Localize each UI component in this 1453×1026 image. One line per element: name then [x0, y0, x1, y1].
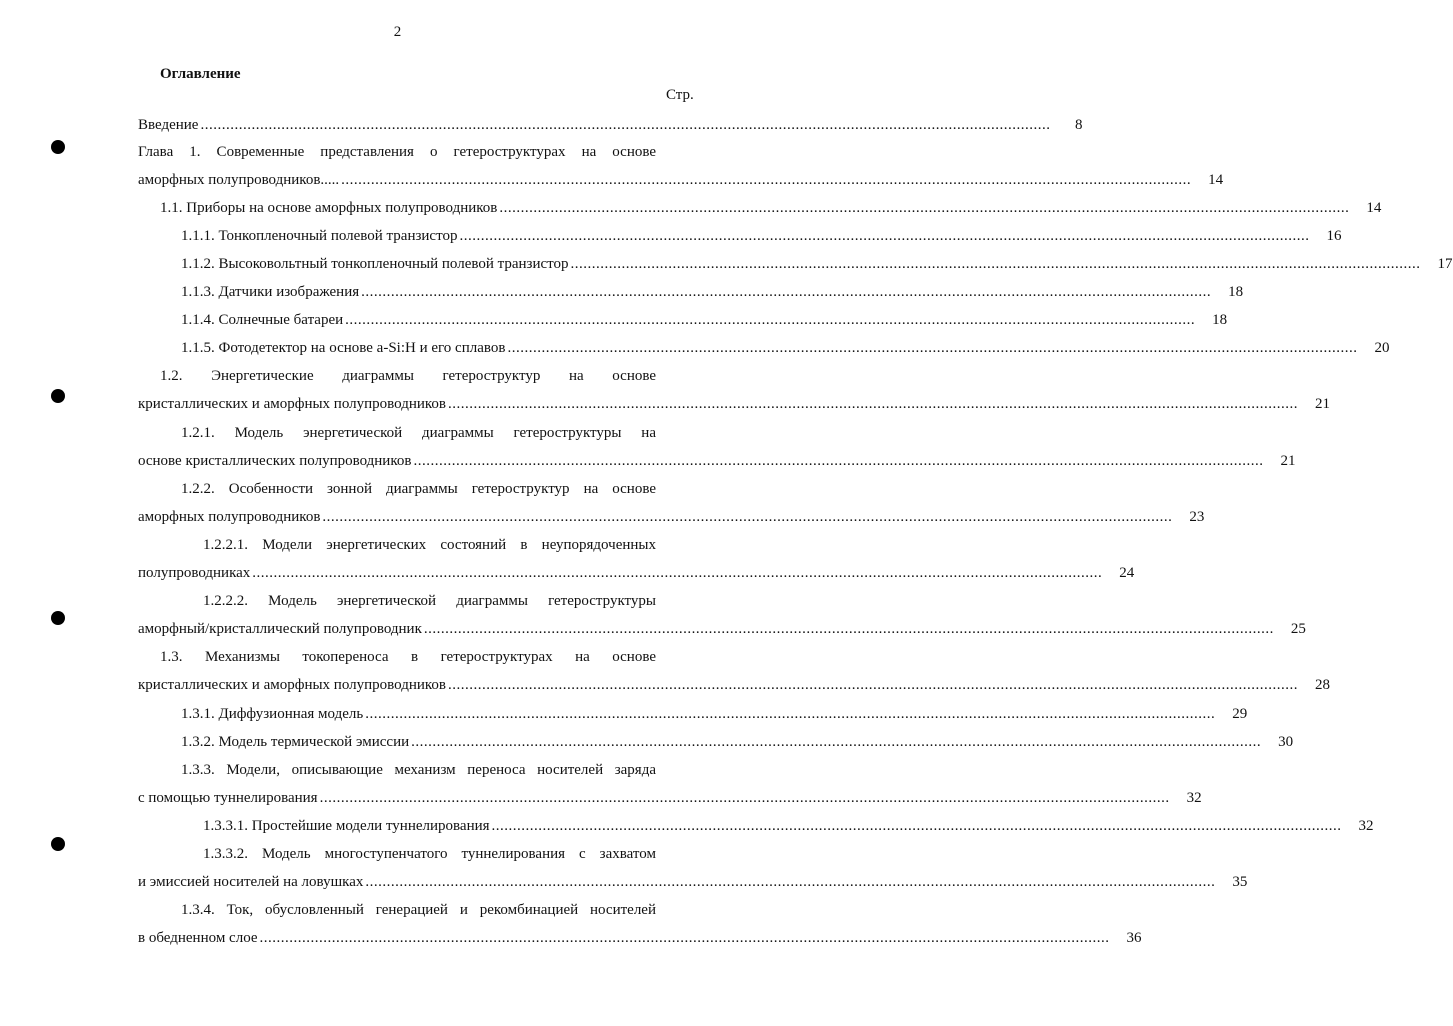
toc-entry-line	[138, 618, 1306, 640]
toc-entry-text: Введение	[138, 117, 199, 133]
toc-page-number: 32	[1358, 818, 1374, 834]
toc-entry-text: 1.2.1. Модель энергетической диаграммы гетероструктуры на	[181, 425, 656, 441]
toc-entry-line	[138, 281, 1244, 303]
toc-entry-line	[138, 365, 686, 387]
toc-entry-text: с помощью туннелирования	[138, 790, 318, 806]
toc-entry-line	[138, 899, 686, 921]
toc-entry-line	[138, 927, 1142, 949]
toc-entry-text: 1.1.4. Солнечные батареи	[181, 312, 344, 328]
toc-entry-line	[138, 253, 1453, 275]
toc-entry-line	[138, 393, 1330, 415]
toc-page-number: 8	[1074, 117, 1083, 133]
toc-page-number: 16	[1326, 228, 1342, 244]
toc-entry-line	[138, 422, 686, 444]
toc-entry-text: в обедненном слое	[138, 930, 258, 946]
toc-entry-text: кристаллических и аморфных полупроводников	[138, 396, 446, 412]
toc-entry-line	[138, 843, 686, 865]
dot-leader: ........................................................................................................................................................................................................	[413, 453, 1264, 469]
dot-leader: ........................................................................................................................................................................................................	[459, 228, 1310, 244]
toc-page-number: 20	[1374, 340, 1390, 356]
toc-entry-text: аморфных полупроводников	[138, 509, 321, 525]
toc-entry-text: 1.3.4. Ток, обусловленный генерацией и рекомбинацией носителей	[181, 902, 656, 918]
toc-page-number: 36	[1126, 930, 1142, 946]
toc-page-number: 24	[1119, 565, 1135, 581]
toc-entry-text: 1.1.1. Тонкопленочный полевой транзистор	[181, 228, 458, 244]
toc-page-number: 28	[1314, 677, 1330, 693]
toc-page-number: 14	[1208, 172, 1224, 188]
toc-entry-text: Глава 1. Современные представления о гетероструктурах на основе	[138, 144, 656, 160]
dot-leader: ........................................................................................................................................................................................................	[570, 256, 1421, 272]
toc-entry-line	[138, 815, 1374, 837]
binder-hole-1	[51, 140, 65, 154]
dot-leader: ........................................................................................................................................................................................................	[322, 509, 1173, 525]
dot-leader: ........................................................................................................................................................................................................	[411, 734, 1262, 750]
dot-leader: ........................................................................................................................................................................................................	[447, 677, 1298, 693]
toc-entry-text: 1.3.2. Модель термической эмиссии	[181, 734, 410, 750]
toc-entry-text: аморфный/кристаллический полупроводник	[138, 621, 422, 637]
page-column-label: Стр.	[666, 87, 694, 103]
toc-page-number: 30	[1278, 734, 1294, 750]
toc-entry-text: 1.2. Энергетические диаграммы гетероструктур на основе	[160, 368, 656, 384]
page-number: 2	[393, 24, 402, 40]
binder-hole-2	[51, 389, 65, 403]
binder-hole-4	[51, 837, 65, 851]
toc-entry-line	[138, 450, 1296, 472]
toc-entry-text: 1.3.3. Модели, описывающие механизм переноса носителей заряда	[181, 762, 656, 778]
toc-entry-line	[138, 506, 1205, 528]
dot-leader: ........................................................................................................................................................................................................	[361, 284, 1212, 300]
toc-entry-line	[138, 871, 1248, 893]
toc-entry-text: 1.1. Приборы на основе аморфных полупроводников	[160, 200, 498, 216]
toc-entry-line	[138, 562, 1135, 584]
toc-heading: Оглавление	[160, 66, 241, 82]
toc-entry-text: 1.1.2. Высоковольтный тонкопленочный полевой транзистор	[181, 256, 569, 272]
toc-entry-line	[138, 646, 686, 668]
binder-hole-3	[51, 611, 65, 625]
toc-entry-line	[138, 309, 1228, 331]
toc-entry-line	[138, 197, 1382, 219]
toc-entry-line	[138, 534, 686, 556]
toc-entry-text: 1.3. Механизмы токопереноса в гетероструктурах на основе	[160, 649, 656, 665]
toc-page-number: 32	[1186, 790, 1202, 806]
toc-entry-line	[138, 337, 1390, 359]
toc-page-number: 21	[1314, 396, 1330, 412]
toc-entry-line	[138, 169, 1224, 191]
dot-leader: ........................................................................................................................................................................................................	[345, 312, 1196, 328]
dot-leader: ........................................................................................................................................................................................................	[423, 621, 1274, 637]
dot-leader: ........................................................................................................................................................................................................	[259, 930, 1110, 946]
toc-entry-line	[138, 703, 1248, 725]
toc-page-number: 14	[1366, 200, 1382, 216]
dot-leader: ........................................................................................................................................................................................................	[365, 706, 1216, 722]
toc-entry-text: и эмиссией носителей на ловушках	[138, 874, 364, 890]
dot-leader: ........................................................................................................................................................................................................	[341, 172, 1192, 188]
toc-entry-line	[138, 114, 1083, 136]
toc-page-number: 35	[1232, 874, 1248, 890]
toc-entry-line	[138, 731, 1294, 753]
toc-entry-text: 1.3.1. Диффузионная модель	[181, 706, 364, 722]
dot-leader: ........................................................................................................................................................................................................	[365, 874, 1216, 890]
dot-leader: ........................................................................................................................................................................................................	[319, 790, 1170, 806]
dot-leader: ........................................................................................................................................................................................................	[200, 117, 1051, 133]
toc-entry-text: 1.2.2.2. Модель энергетической диаграммы гетероструктуры	[203, 593, 656, 609]
dot-leader: ........................................................................................................................................................................................................	[252, 565, 1103, 581]
toc-entry-text: полупроводниках	[138, 565, 251, 581]
toc-entry-line	[138, 787, 1202, 809]
toc-page-number: 17	[1437, 256, 1453, 272]
toc-entry-text: 1.3.3.2. Модель многоступенчатого туннелирования с захватом	[203, 846, 656, 862]
toc-entry-text: кристаллических и аморфных полупроводников	[138, 677, 446, 693]
toc-entry-text: 1.1.5. Фотодетектор на основе a-Si:H и его сплавов	[181, 340, 506, 356]
toc-page-number: 18	[1228, 284, 1244, 300]
toc-page-number: 21	[1280, 453, 1296, 469]
toc-entry-line	[138, 590, 686, 612]
toc-entry-line	[138, 478, 686, 500]
dot-leader: ........................................................................................................................................................................................................	[447, 396, 1298, 412]
toc-entry-text: 1.2.2.1. Модели энергетических состояний в неупорядоченных	[203, 537, 656, 553]
toc-page-number: 23	[1189, 509, 1205, 525]
toc-page-number: 25	[1290, 621, 1306, 637]
toc-entry-text: 1.2.2. Особенности зонной диаграммы гетероструктур на основе	[181, 481, 656, 497]
toc-entry-line	[138, 141, 686, 163]
toc-page-number: 18	[1212, 312, 1228, 328]
dot-leader: ........................................................................................................................................................................................................	[499, 200, 1350, 216]
toc-entry-line	[138, 674, 1330, 696]
toc-entry-text: основе кристаллических полупроводников	[138, 453, 412, 469]
toc-entry-line	[138, 759, 686, 781]
dot-leader: ........................................................................................................................................................................................................	[507, 340, 1358, 356]
toc-page-number: 29	[1232, 706, 1248, 722]
dot-leader: ........................................................................................................................................................................................................	[491, 818, 1342, 834]
toc-entry-text: аморфных полупроводников.....	[138, 172, 340, 188]
toc-entry-text: 1.3.3.1. Простейшие модели туннелирования	[203, 818, 490, 834]
toc-entry-line	[138, 225, 1342, 247]
toc-entry-text: 1.1.3. Датчики изображения	[181, 284, 360, 300]
